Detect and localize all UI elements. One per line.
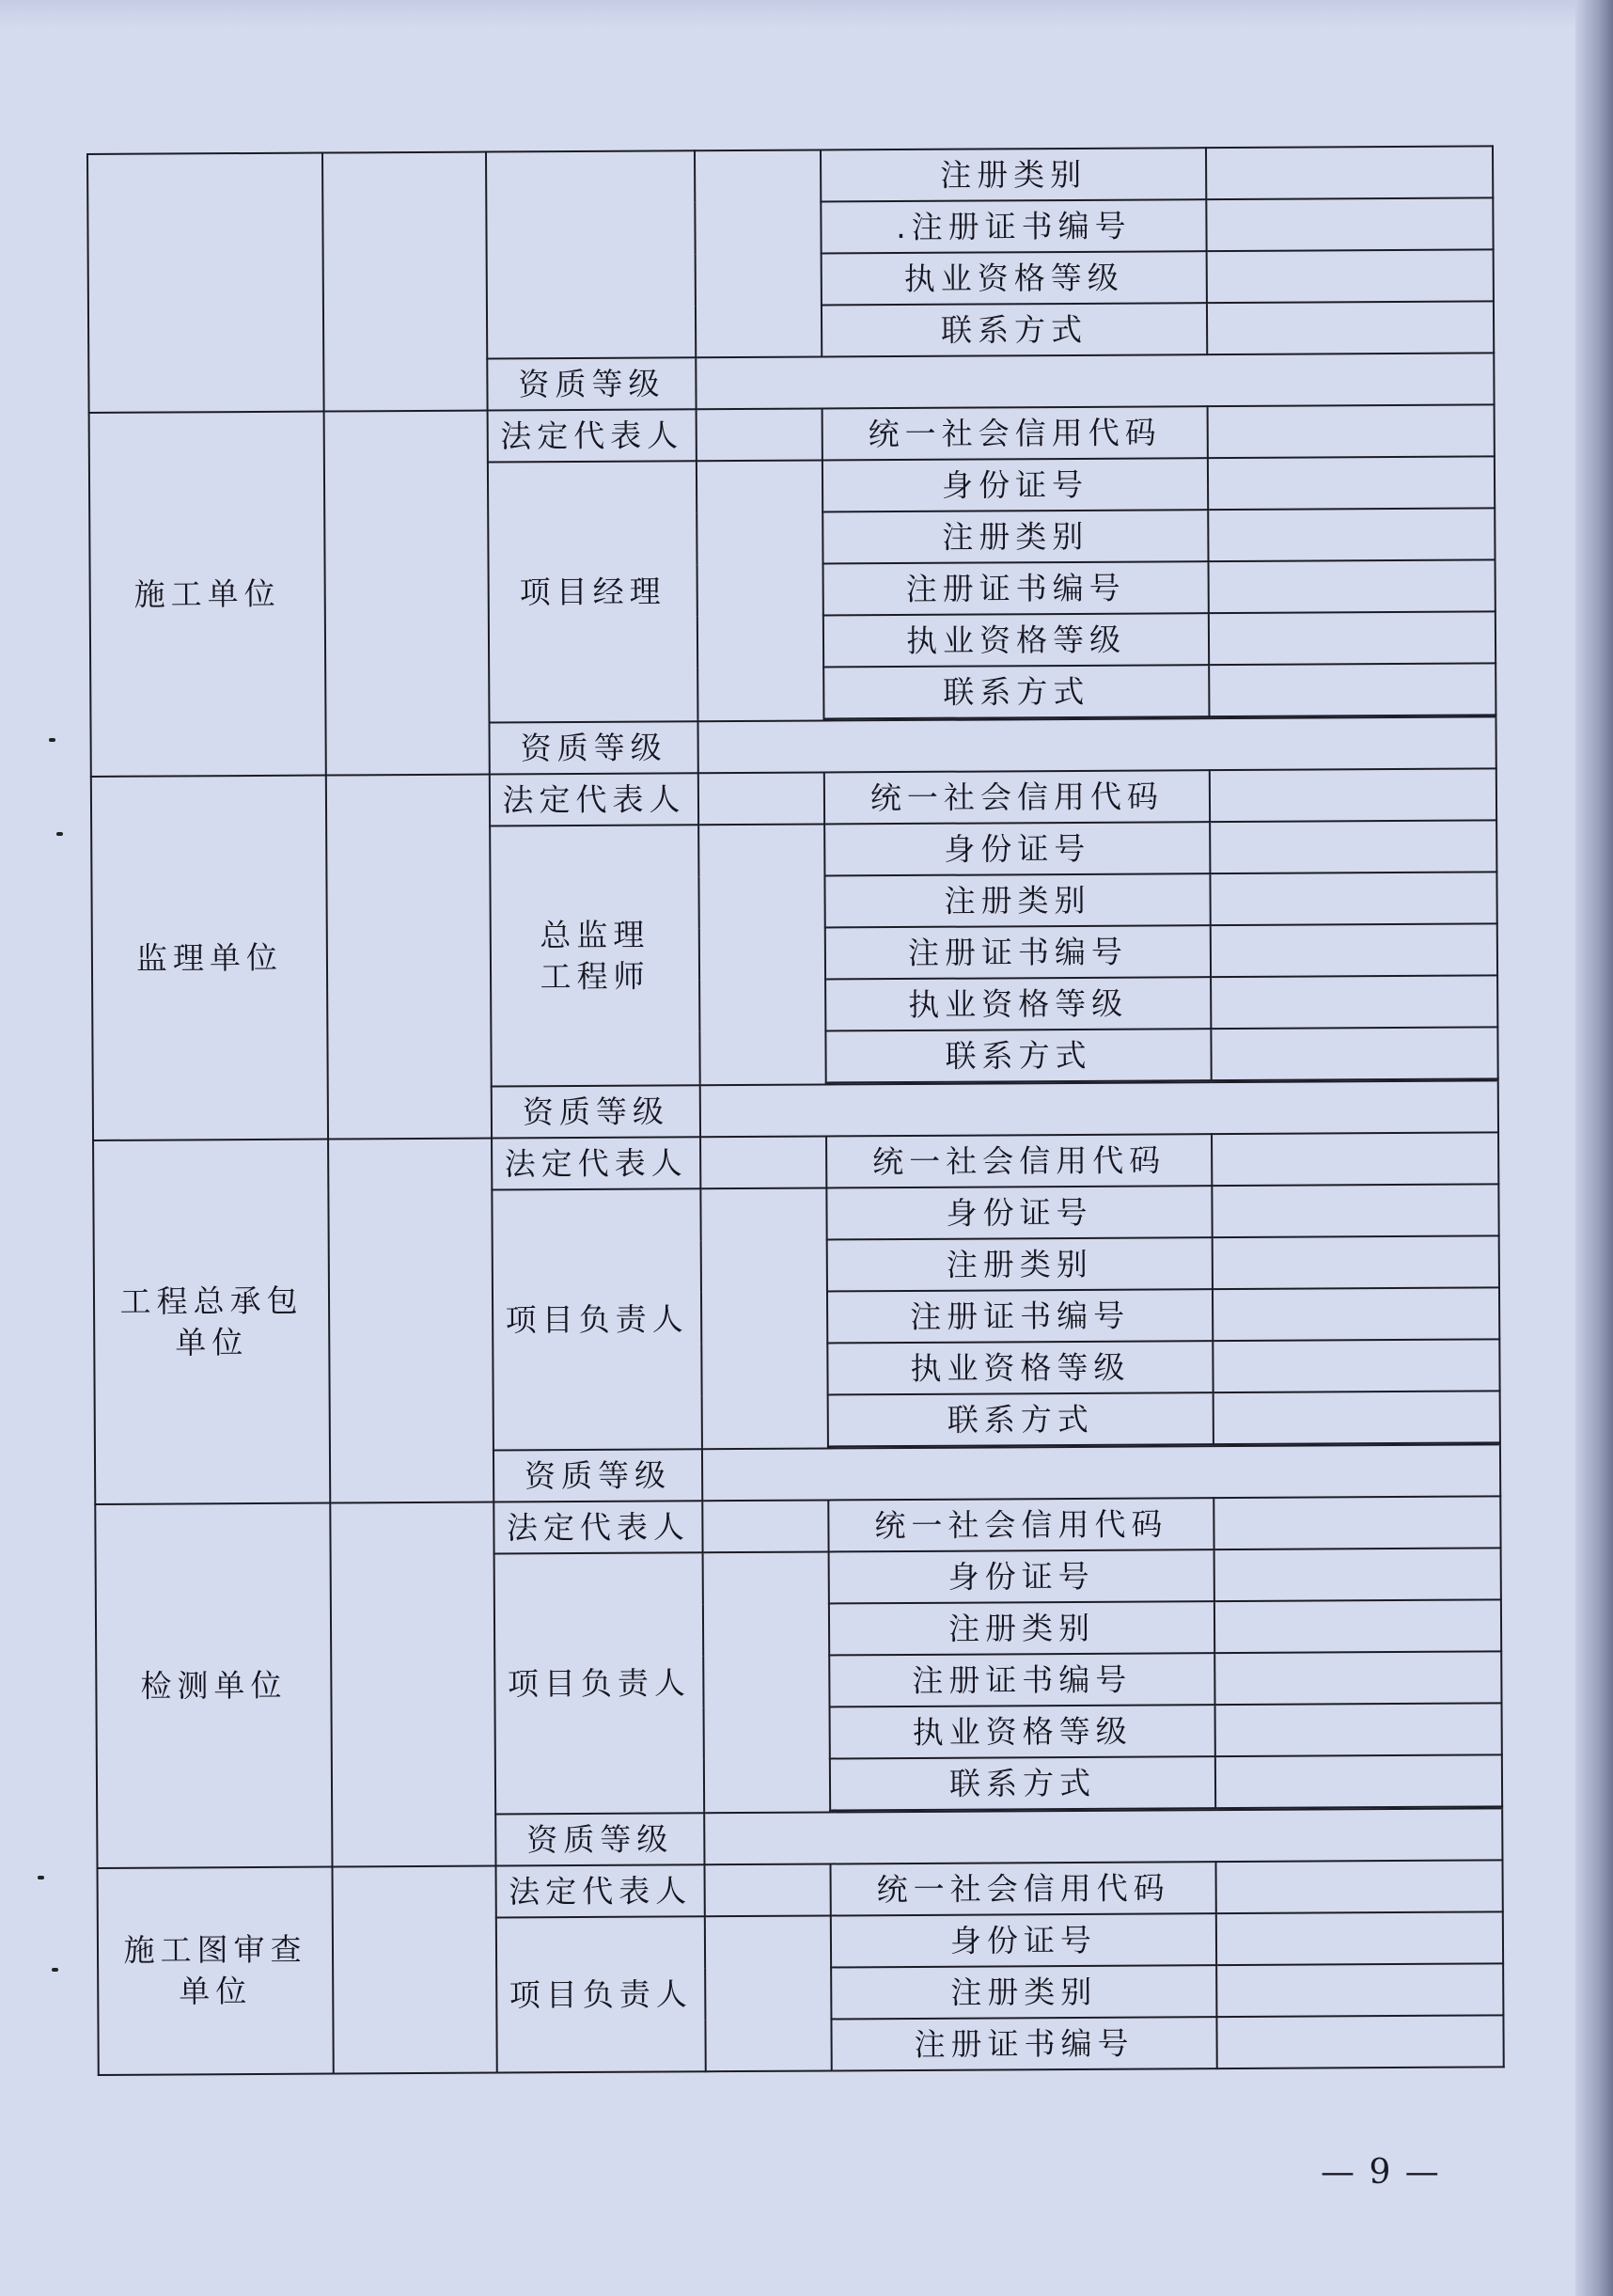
- field-label: 注册类别: [821, 148, 1206, 201]
- unit-name-line: 工程总承包: [119, 1282, 304, 1320]
- punch-mark: [38, 1876, 44, 1879]
- field-label: 身份证号: [829, 1549, 1214, 1603]
- field-label: 身份证号: [822, 458, 1208, 511]
- legal-rep-value[interactable]: [697, 408, 822, 461]
- form-row: [87, 146, 1493, 206]
- field-value[interactable]: [1210, 820, 1496, 873]
- person-role-testing: 项目负责人: [494, 1552, 705, 1814]
- field-value[interactable]: [1210, 872, 1496, 925]
- field-label: 注册类别: [831, 1965, 1216, 2019]
- form-row: [95, 1496, 1500, 1556]
- field-label: 统一社会信用代码: [828, 1498, 1214, 1551]
- field-value[interactable]: [1214, 1496, 1500, 1549]
- field-label: 注册类别: [827, 1237, 1213, 1291]
- person-role-epc: 项目负责人: [492, 1188, 702, 1450]
- person-value-cell[interactable]: [698, 824, 826, 1085]
- field-value[interactable]: [1210, 768, 1496, 822]
- unit-name-testing: 检测单位: [95, 1503, 332, 1868]
- person-value-cell[interactable]: [700, 1187, 828, 1449]
- field-value[interactable]: [1207, 249, 1494, 303]
- field-value[interactable]: [1209, 663, 1496, 716]
- field-value[interactable]: [1216, 1963, 1503, 2017]
- unit-value-cell[interactable]: [324, 411, 490, 776]
- punch-mark: [52, 1968, 58, 1972]
- field-value[interactable]: [1214, 1391, 1500, 1444]
- qualification-label: 资质等级: [493, 1449, 702, 1502]
- qualification-label: 资质等级: [489, 721, 697, 774]
- person-value-cell[interactable]: [703, 1551, 831, 1813]
- qualification-label: 资质等级: [487, 357, 696, 410]
- person-role-construction: 项目经理: [488, 461, 698, 722]
- field-value[interactable]: [1209, 611, 1496, 665]
- field-value[interactable]: [1208, 456, 1495, 510]
- field-value[interactable]: [1209, 559, 1496, 613]
- qualification-label: 资质等级: [495, 1813, 704, 1865]
- qualification-value[interactable]: [700, 1080, 1498, 1137]
- legal-rep-value[interactable]: [698, 772, 824, 825]
- person-value-cell[interactable]: [697, 460, 824, 721]
- legal-rep-label: 法定代表人: [488, 409, 697, 462]
- form-row: [93, 1132, 1498, 1192]
- field-value[interactable]: [1206, 146, 1493, 199]
- qualification-value[interactable]: [704, 1808, 1502, 1864]
- field-value[interactable]: [1213, 1235, 1499, 1289]
- field-label: 注册证书编号: [831, 2017, 1216, 2070]
- field-label: 统一社会信用代码: [826, 1134, 1212, 1187]
- field-value[interactable]: [1216, 2015, 1503, 2068]
- person-role-cell: [486, 150, 696, 358]
- legal-rep-label: 法定代表人: [492, 1137, 700, 1189]
- field-value[interactable]: [1206, 197, 1493, 251]
- field-label: 身份证号: [824, 822, 1210, 875]
- field-value[interactable]: [1215, 1754, 1502, 1808]
- field-label: 注册类别: [822, 510, 1208, 563]
- qualification-value[interactable]: [697, 716, 1496, 773]
- field-value[interactable]: [1215, 1703, 1502, 1756]
- field-value[interactable]: [1216, 1911, 1503, 1965]
- legal-rep-value[interactable]: [704, 1864, 830, 1916]
- field-value[interactable]: [1212, 1184, 1498, 1237]
- field-label: 注册证书编号: [825, 925, 1211, 979]
- qualification-value[interactable]: [702, 1444, 1500, 1501]
- unit-value-cell[interactable]: [328, 1139, 493, 1503]
- field-label: 执业资格等级: [825, 977, 1211, 1030]
- field-label: 注册证书编号: [829, 1653, 1214, 1706]
- unit-name-drawing-review: [98, 1867, 334, 2075]
- field-label: 联系方式: [825, 1029, 1211, 1082]
- field-value[interactable]: [1211, 975, 1497, 1029]
- field-value[interactable]: [1208, 508, 1495, 561]
- form-row: [98, 1860, 1503, 1920]
- field-value[interactable]: [1211, 1027, 1497, 1080]
- field-value[interactable]: [1215, 1860, 1502, 1913]
- field-value[interactable]: [1214, 1548, 1501, 1601]
- punch-mark: [49, 738, 55, 742]
- unit-name-line: 单位: [179, 1973, 253, 2010]
- field-label: 联系方式: [823, 665, 1209, 718]
- field-value[interactable]: [1214, 1651, 1501, 1705]
- person-value-cell[interactable]: [705, 1915, 832, 2071]
- legal-rep-label: 法定代表人: [493, 1501, 702, 1553]
- field-value[interactable]: [1207, 301, 1494, 354]
- legal-rep-value[interactable]: [702, 1500, 828, 1552]
- field-label: 执业资格等级: [830, 1705, 1215, 1758]
- field-value[interactable]: [1214, 1599, 1501, 1653]
- unit-value-cell[interactable]: [326, 775, 492, 1140]
- field-label: 统一社会信用代码: [830, 1862, 1215, 1915]
- form-row: [89, 404, 1495, 464]
- field-label: 注册类别: [829, 1601, 1214, 1655]
- qualification-value[interactable]: [696, 353, 1494, 409]
- unit-value-cell[interactable]: [333, 1866, 497, 2074]
- person-role-supervision: [490, 825, 700, 1086]
- field-label: 注册证书编号: [827, 1289, 1213, 1343]
- person-role-drawing-review: 项目负责人: [496, 1916, 706, 2072]
- unit-name-epc: [93, 1140, 330, 1504]
- field-value[interactable]: [1213, 1287, 1499, 1341]
- field-label: 注册证书编号: [823, 561, 1209, 615]
- field-label: 身份证号: [831, 1913, 1216, 1967]
- field-label: 统一社会信用代码: [822, 406, 1208, 460]
- page-top-shadow: [0, 0, 1613, 28]
- legal-rep-label: 法定代表人: [490, 773, 698, 826]
- field-label: 联系方式: [828, 1392, 1214, 1446]
- field-label: 注册类别: [824, 873, 1210, 927]
- page-number: — 9 —: [1321, 2153, 1441, 2192]
- legal-rep-value[interactable]: [700, 1136, 826, 1188]
- form-row: [91, 768, 1496, 828]
- unit-value-cell[interactable]: [330, 1502, 495, 1867]
- person-role-line: 总监理: [540, 916, 650, 953]
- field-label: 执业资格等级: [827, 1341, 1213, 1394]
- unit-name-supervision: 监理单位: [91, 776, 328, 1140]
- page-edge-shadow: [1575, 0, 1613, 2296]
- field-value[interactable]: [1208, 404, 1495, 458]
- field-value[interactable]: [1211, 923, 1497, 977]
- unit-name-line: 单位: [175, 1323, 249, 1360]
- field-label: 统一社会信用代码: [824, 770, 1210, 824]
- field-label: 联系方式: [822, 303, 1207, 356]
- unit-name-construction: 施工单位: [89, 412, 326, 777]
- unit-name-cell: [87, 153, 324, 413]
- field-value[interactable]: [1213, 1339, 1499, 1392]
- qualification-label: 资质等级: [492, 1085, 700, 1138]
- punch-mark: [56, 832, 63, 836]
- field-label: 执业资格等级: [822, 251, 1207, 305]
- person-value-cell[interactable]: [695, 150, 822, 358]
- field-label: 身份证号: [826, 1186, 1212, 1239]
- field-label: 执业资格等级: [823, 613, 1209, 667]
- unit-name-line: 施工图审查: [123, 1930, 307, 1969]
- registration-form-table: [86, 145, 1505, 2076]
- field-value[interactable]: [1212, 1132, 1498, 1186]
- field-label: .注册证书编号: [821, 199, 1206, 253]
- unit-value-cell[interactable]: [322, 152, 488, 412]
- field-label: 联系方式: [830, 1756, 1215, 1810]
- person-role-line: 工程师: [540, 957, 650, 995]
- legal-rep-label: 法定代表人: [495, 1864, 704, 1917]
